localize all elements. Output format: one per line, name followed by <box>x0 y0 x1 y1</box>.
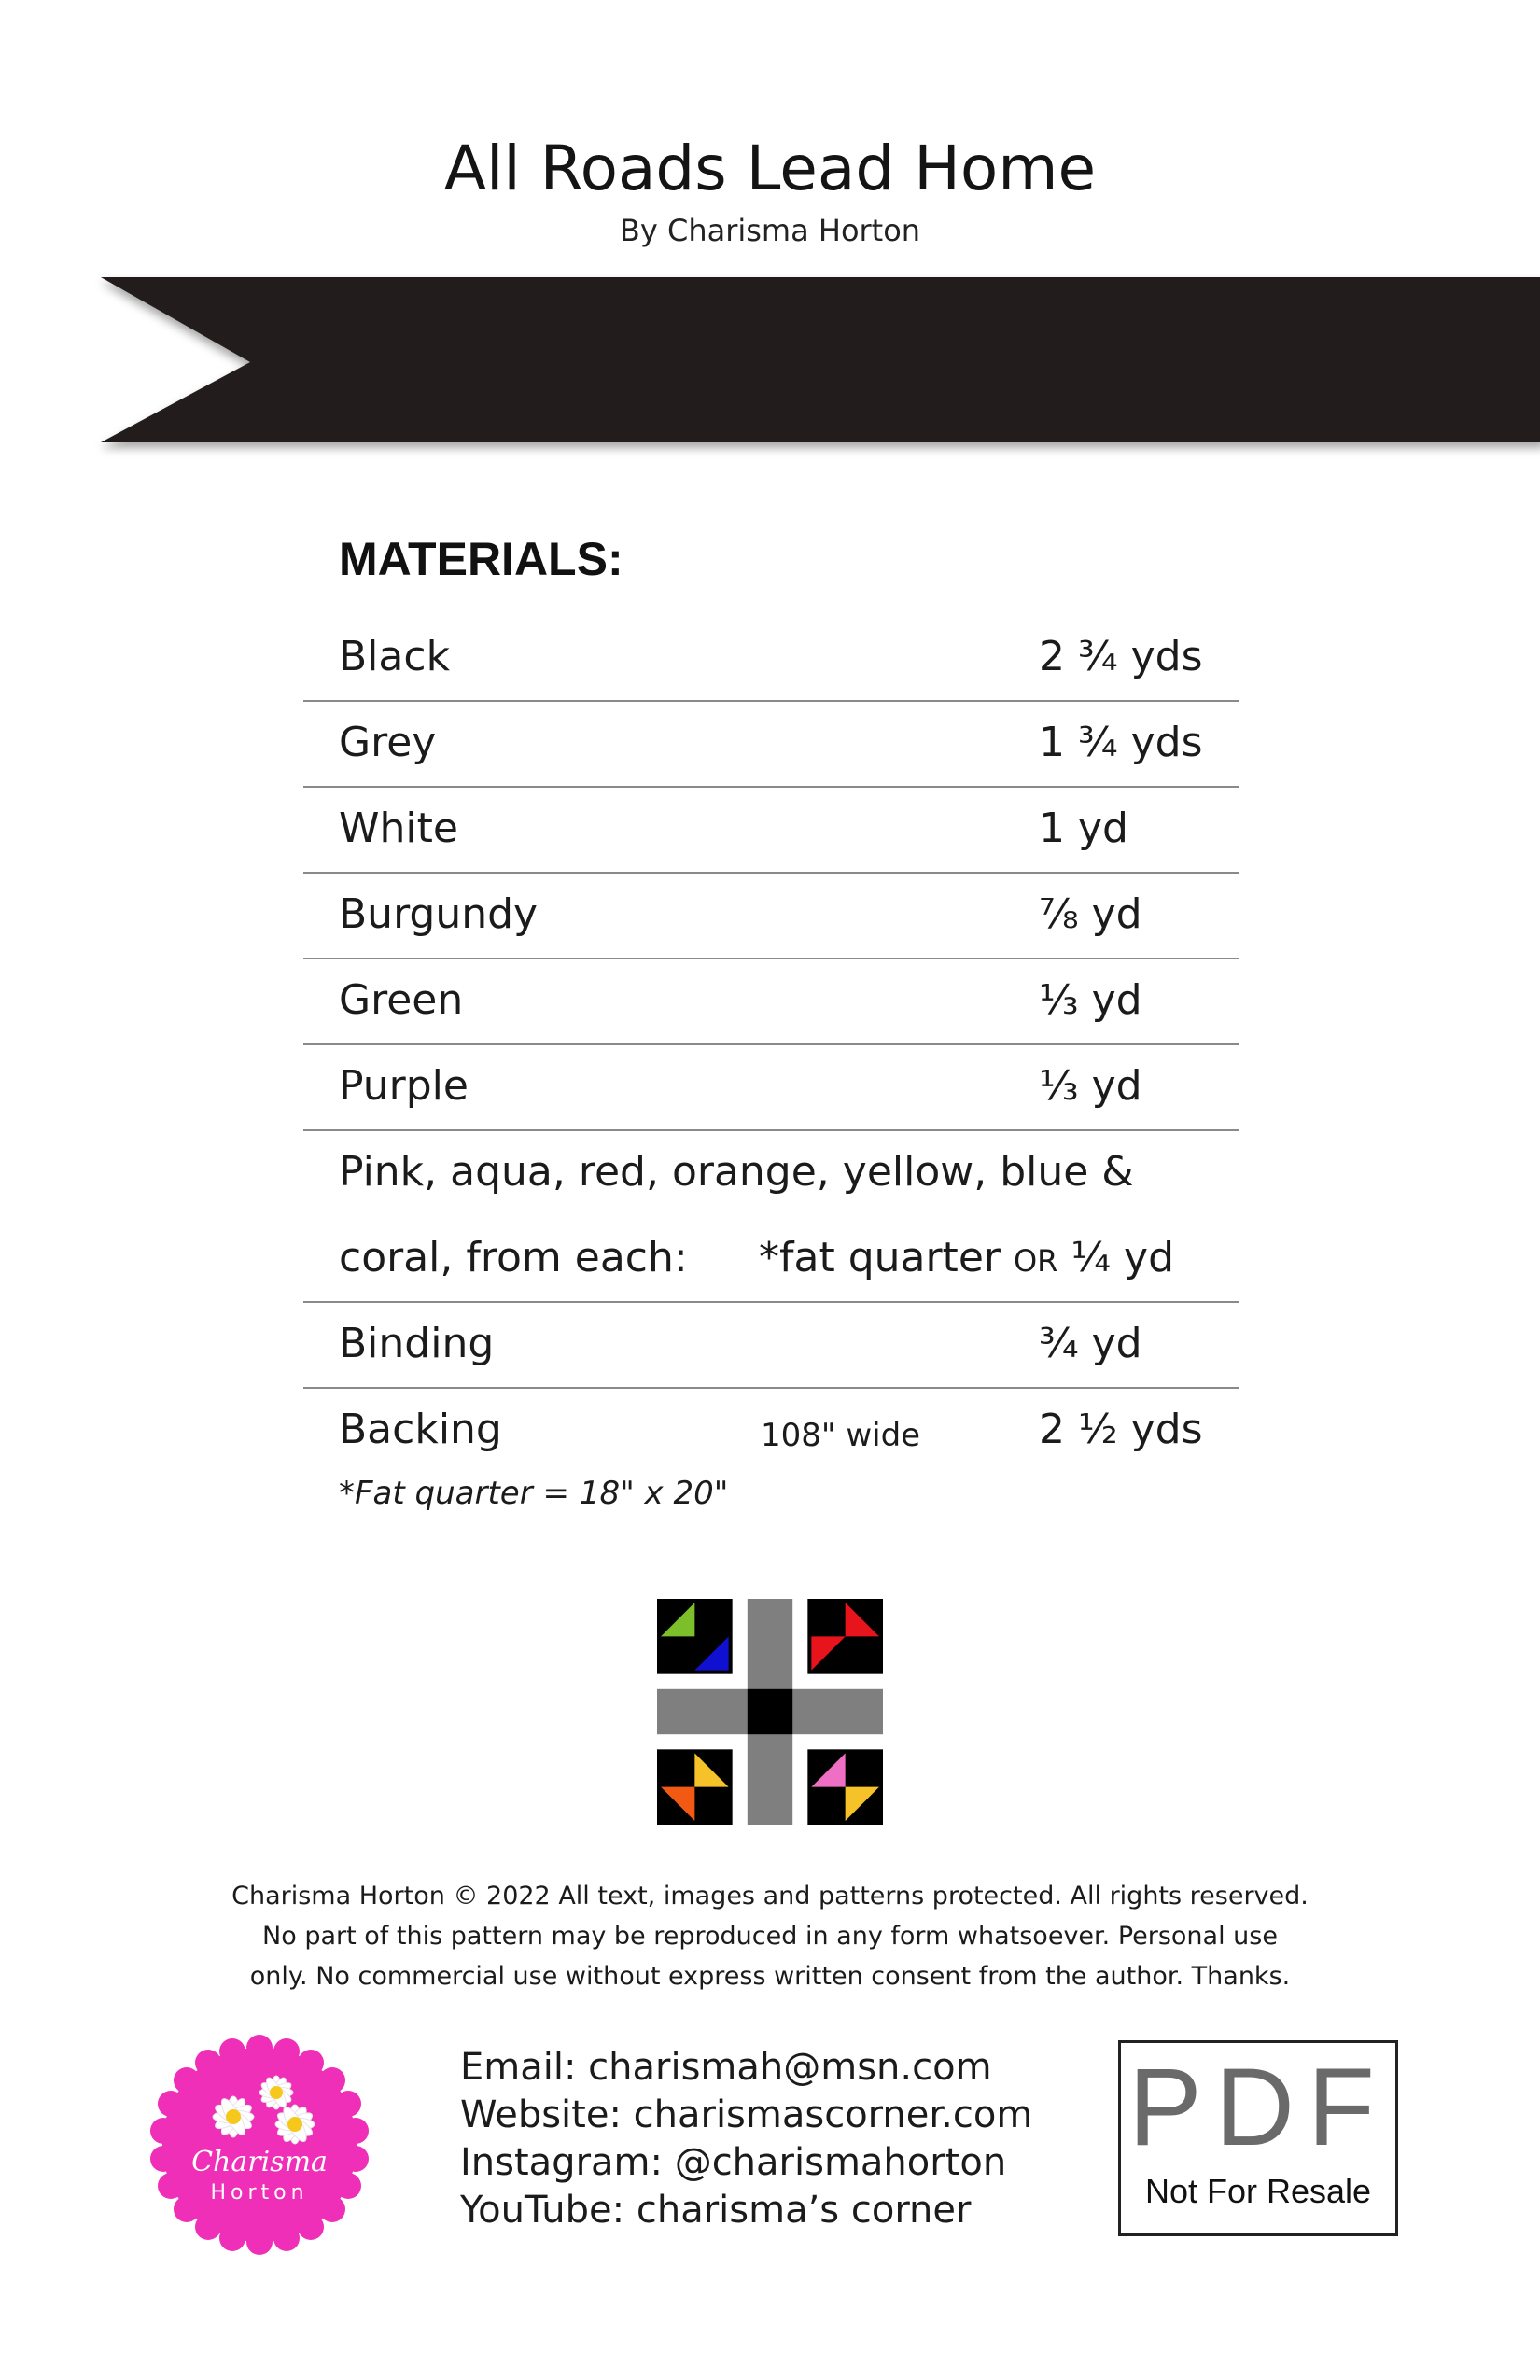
material-name: Grey <box>339 719 437 766</box>
material-row-binding <box>303 1303 1239 1389</box>
assorted-colors-line: coral, from each: <box>339 1234 688 1281</box>
material-row-black <box>303 616 1239 702</box>
material-qty: 2 ½ yds <box>1039 1406 1203 1453</box>
qty-or: OR <box>1013 1243 1058 1279</box>
material-row-white <box>303 788 1239 874</box>
quilt-block-illustration <box>657 1599 883 1825</box>
backing-width-note: 108" wide <box>761 1417 921 1454</box>
material-qty: ⅞ yd <box>1039 890 1142 938</box>
copyright-line: No part of this pattern may be reproduced in any form whatsoever. Personal use <box>262 1922 1278 1951</box>
material-row-grey <box>303 702 1239 788</box>
material-name: Green <box>339 976 464 1024</box>
materials-list <box>303 616 1239 1473</box>
material-name: Purple <box>339 1062 469 1110</box>
material-row-backing <box>303 1389 1239 1473</box>
material-name: Black <box>339 633 451 680</box>
contact-info <box>460 2044 1032 2234</box>
pattern-title: All Roads Lead Home <box>443 133 1097 204</box>
copyright-line: only. No commercial use without express written consent from the author. Thanks. <box>249 1962 1291 1991</box>
pdf-not-for-resale-badge <box>1118 2040 1398 2236</box>
copyright-notice <box>0 1876 1540 1996</box>
charisma-horton-logo <box>149 2035 370 2255</box>
material-row-purple <box>303 1045 1239 1131</box>
title-ribbon <box>93 273 1540 459</box>
author-byline: By Charisma Horton <box>619 213 921 248</box>
qty-option-a: *fat quarter <box>759 1234 1001 1281</box>
assorted-colors-line: Pink, aqua, red, orange, yellow, blue & <box>339 1148 1134 1196</box>
copyright-line: Charisma Horton © 2022 All text, images and patterns protected. All rights reserved. <box>231 1882 1309 1911</box>
materials-heading: MATERIALS: <box>339 533 623 585</box>
contact-website[interactable]: Website: charismascorner.com <box>460 2093 1033 2136</box>
ribbon-shape <box>101 277 1540 442</box>
material-qty: 1 ¾ yds <box>1039 719 1203 766</box>
logo-text-line2: Horton <box>210 2181 309 2205</box>
contact-youtube[interactable]: YouTube: charisma’s corner <box>460 2189 972 2232</box>
not-for-resale-label: Not For Resale <box>1144 2172 1372 2210</box>
logo-text-line1: Charisma <box>191 2146 328 2178</box>
assorted-qty <box>759 1234 1174 1281</box>
material-qty: 1 yd <box>1039 805 1128 852</box>
pdf-label: PDF <box>1128 2046 1388 2169</box>
material-row-burgundy <box>303 874 1239 959</box>
material-name: Backing <box>339 1406 502 1453</box>
fat-quarter-footnote: *Fat quarter = 18" x 20" <box>339 1475 729 1512</box>
material-qty: ⅓ yd <box>1039 1062 1142 1110</box>
material-row-assorted <box>303 1131 1239 1303</box>
material-qty: ¾ yd <box>1039 1320 1142 1367</box>
material-name: Burgundy <box>339 890 539 938</box>
contact-email[interactable]: Email: charismah@msn.com <box>460 2046 992 2089</box>
material-row-green <box>303 959 1239 1045</box>
material-name: Binding <box>339 1320 495 1367</box>
material-qty: ⅓ yd <box>1039 976 1142 1024</box>
material-qty: 2 ¾ yds <box>1039 633 1203 680</box>
qty-option-b: ¼ yd <box>1071 1234 1175 1281</box>
contact-instagram[interactable]: Instagram: @charismahorton <box>460 2141 1007 2184</box>
block-center <box>748 1689 792 1734</box>
material-name: White <box>339 805 458 852</box>
